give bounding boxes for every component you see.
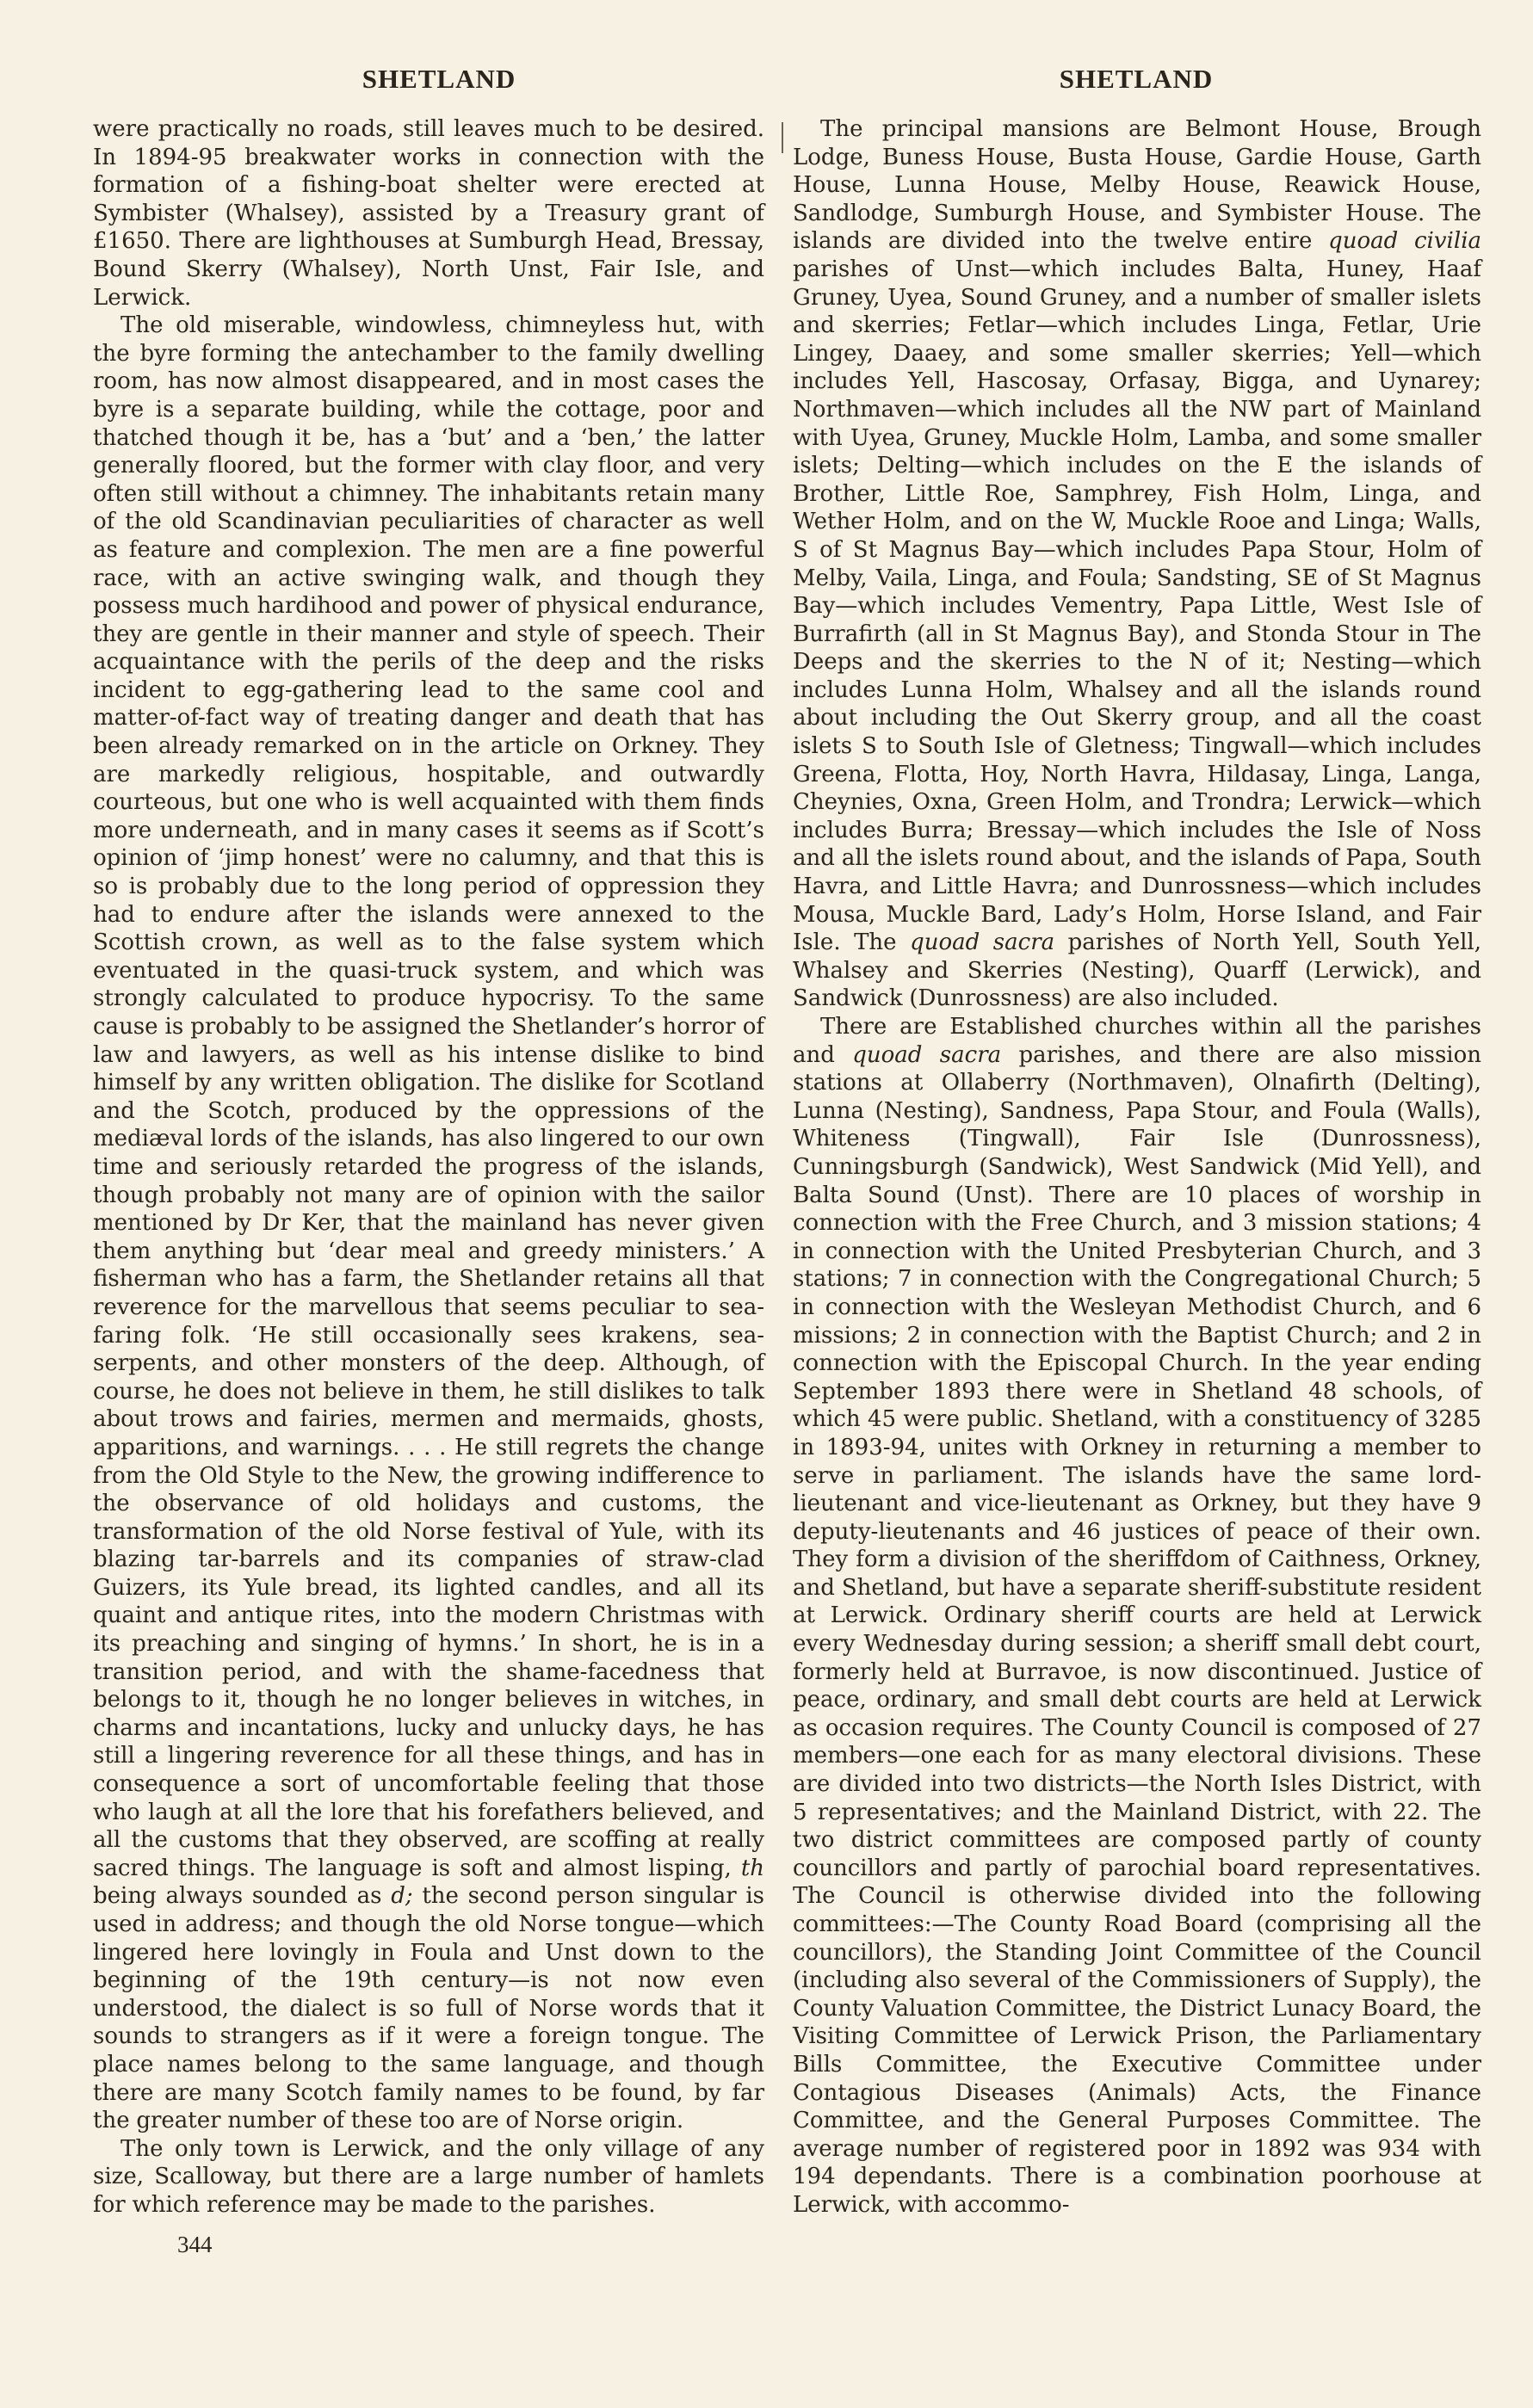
paragraph xyxy=(793,115,1481,1013)
text-run: being always sounded as xyxy=(93,1883,382,1910)
text-run: parishes, and there are also mission stations at Ollaberry (Northmaven), Olnafirth (Delting), Lunna (Nesting), Sandness, Papa Stour, and Foula (Walls), Whiteness (Tingwall), Fair Isle (Dunrossness), Cunningsburgh (Sandwick), West Sandwick (Mid Yell), and Balta Sound (Unst). There are 10 places of worship in connection with the Free Church, and 3 mission stations; 4 in connection with the United Presbyterian Church, and 3 stations; 7 in connection with the Congregational Church; 5 in connection with the Wesleyan Methodist Church, and 6 missions; 2 in connection with the Baptist Church; and 2 in connection with the Episcopal Church. In the year ending September 1893 there were in Shetland 48 schools, of which 45 were public. Shetland, with a constituency of 3285 in 1893-94, unites with Orkney in returning a member to serve in parliament. The islands have the same lord-lieutenant and vice-lieutenant as Orkney, but they have 9 deputy-lieutenants and 46 justices of peace of their own. They form a division of the sheriffdom of Caithness, Orkney, and Shetland, but have a separate sheriff-substitute resident at Lerwick. Ordinary sheriff courts are held at Lerwick every Wednesday during session; a sheriff small debt court, formerly held at Burravoe, is now discontinued. Justice of peace, ordinary, and small debt courts are held at Lerwick as occasion requires. The County Council is composed of 27 members—one each for as many electoral divisions. These are divided into two districts—the North Isles District, with 5 representatives; and the Mainland District, with 22. The two district committees are composed partly of county councillors and partly of parochial board representatives. The Council is otherwise divided into the following committees:—The County Road Board (comprising all the councillors), the Standing Joint Committee of the Council (including also several of the Commissioners of Supply), the County Valuation Committee, the District Lunacy Board, the Visiting Committee of Lerwick Prison, the Parliamentary Bills Committee, the Executive Committee under Contagious Diseases (Animals) Acts, the Finance Committee, and the General Purposes Committee. The average number of registered poor in 1892 was 934 with 194 dependants. There is a combination poorhouse at Lerwick, with accommo- xyxy=(793,1041,1482,2218)
italic-text: th xyxy=(740,1855,765,1881)
page-number: 344 xyxy=(177,2232,213,2257)
running-head-right: SHETLAND xyxy=(1059,64,1214,94)
italic-text: quoad sacra xyxy=(852,1041,1002,1068)
text-run: parishes of Unst—which includes Balta, Huney, Haaf Gruney, Uyea, Sound Gruney, and a number of smaller islets and skerries; Fetlar—which includes Linga, Fetlar, Urie Lingey, Daaey, and some smaller skerries; Yell—which includes Yell, Hascosay, Orfasay, Bigga, and Uynarey; Northmaven—which includes all the NW part of Mainland with Uyea, Gruney, Muckle Holm, Lamba, and some smaller islets; Delting—which includes on the E the islands of Brother, Little Roe, Samphrey, Fish Holm, Linga, and Wether Holm, and on the W, Muckle Rooe and Linga; Walls, S of St Magnus Bay—which includes Papa Stour, Holm of Melby, Vaila, Linga, and Foula; Sandsting, SE of St Magnus Bay—which includes Vementry, Papa Little, West Isle of Burrafirth (all in St Magnus Bay), and Stonda Stour in The Deeps and the skerries to the N of it; Nesting—which includes Lunna Holm, Whalsey and all the islands round about including the Out Skerry group, and all the coast islets S to South Isle of Gletness; Tingwall—which includes Greena, Flotta, Hoy, North Havra, Hildasay, Linga, Langa, Cheynies, Oxna, Green Holm, and Trondra; Lerwick—which includes Burra; Bressay—which includes the Isle of Noss and all the islets round about, and the islands of Papa, South Havra, and Little Havra; and Dunrossness—which includes Mousa, Muckle Bard, Lady’s Holm, Horse Island, and Fair Isle. The xyxy=(793,256,1481,956)
paragraph xyxy=(793,1013,1481,2220)
text-run: The principal mansions are Belmont House, Brough Lodge, Buness House, Busta House, Gardie House, Garth House, Lunna House, Melby House, Reawick House, Sandlodge, Sumburgh House, and Symbister House. The islands are divided into the twelve entire xyxy=(793,116,1481,255)
italic-text: d; xyxy=(391,1883,413,1910)
left-column xyxy=(93,115,764,2220)
italic-text: quoad civilia xyxy=(1328,228,1482,255)
paragraph xyxy=(93,312,764,2135)
text-run: parishes of North Yell, South Yell, Whalsey and Skerries (Nesting), Quarff (Lerwick), and Sandwick (Dunrossness) are also included. xyxy=(793,929,1482,1012)
text-run: The old miserable, windowless, chimneyless hut, with the byre forming the antechamber to the family dwelling room, has now almost disappeared, and in most cases the byre is a separate building, while the cottage, poor and thatched though it be, has a ‘but’ and a ‘ben,’ the latter generally floored, but the former with clay floor, and very often still without a chimney. The inhabitants retain many of the old Scandinavian peculiarities of character as well as feature and complexion. The men are a fine powerful race, with an active swinging walk, and though they possess much hardihood and power of physical endurance, they are gentle in their manner and style of speech. Their acquaintance with the perils of the deep and the risks incident to egg-gathering lead to the same cool and matter-of-fact way of treating danger and death that has been already remarked on in the article on Orkney. They are markedly religious, hospitable, and outwardly courteous, but one who is well acquainted with them finds more underneath, and in many cases it seems as if Scott’s opinion of ‘jimp honest’ were no calumny, and that this is so is probably due to the long period of oppression they had to endure after the islands were annexed to the Scottish crown, as well as to the false system which eventuated in the quasi-truck system, and which was strongly calculated to produce hypocrisy. To the same cause is probably to be assigned the Shetlander’s horror of law and lawyers, as well as his intense dislike to bind himself by any written obligation. The dislike for Scotland and the Scotch, produced by the oppressions of the mediæval lords of the islands, has also lingered to our own time and seriously retarded the progress of the islands, though probably not many are of opinion with the sailor mentioned by Dr Ker, that the mainland has never given them anything but ‘dear meal and greedy ministers.’ A fisherman who has a farm, the Shetlander retains all that reverence for the marvellous that seems peculiar to sea-faring folk. ‘He still occasionally sees krakens, sea-serpents, and other monsters of the deep. Although, of course, he does not believe in them, he still dislikes to talk about trows and fairies, mermen and mermaids, ghosts, apparitions, and warnings. . . . He still regrets the change from the Old Style to the New, the growing indifference to the observance of old holidays and customs, the transformation of the old Norse festival of Yule, with its blazing tar-barrels and its companies of straw-clad Guizers, its Yule bread, its lighted candles, and all its quaint and antique rites, into the modern Christmas with its preaching and singing of hymns.’ In short, he is in a transition period, and with the shame-facedness that belongs to it, though he no longer believes in witches, in charms and incantations, lucky and unlucky days, he has still a lingering reverence for all these things, and has in consequence a sort of uncomfortable feeling that those who laugh at all the lore that his forefathers believed, and all the customs that they observed, are scoffing at really sacred things. The language is soft and almost lisping, xyxy=(93,312,764,1881)
text-run: the second person singular is used in address; and though the old Norse tongue—which lingered here lovingly in Foula and Unst down to the beginning of the 19th century—is not now even understood, the dialect is so full of Norse words that it sounds to strangers as if it were a foreign tongue. The place names belong to the same language, and though there are many Scotch family names to be found, by far the greater number of these too are of Norse origin. xyxy=(93,1883,765,2134)
text-run: There are Established churches within all the parishes and xyxy=(793,1014,1481,1068)
column-divider xyxy=(782,122,783,153)
paragraph: were practically no roads, still leaves much to be desired. In 1894-95 breakwater works in connection with the formation of a fishing-boat shelter were erected at Symbister (Whalsey), assisted by a Treasury grant of £1650. There are lighthouses at Sumburgh Head, Bressay, Bound Skerry (Whalsey), North Unst, Fair Isle, and Lerwick. xyxy=(93,116,764,311)
italic-text: quoad sacra xyxy=(910,929,1055,956)
right-column xyxy=(793,115,1481,2220)
paragraph: The only town is Lerwick, and the only village of any size, Scalloway, but there are a large number of hamlets for which reference may be made to the parishes. xyxy=(93,2135,764,2218)
running-head-left: SHETLAND xyxy=(362,64,516,94)
